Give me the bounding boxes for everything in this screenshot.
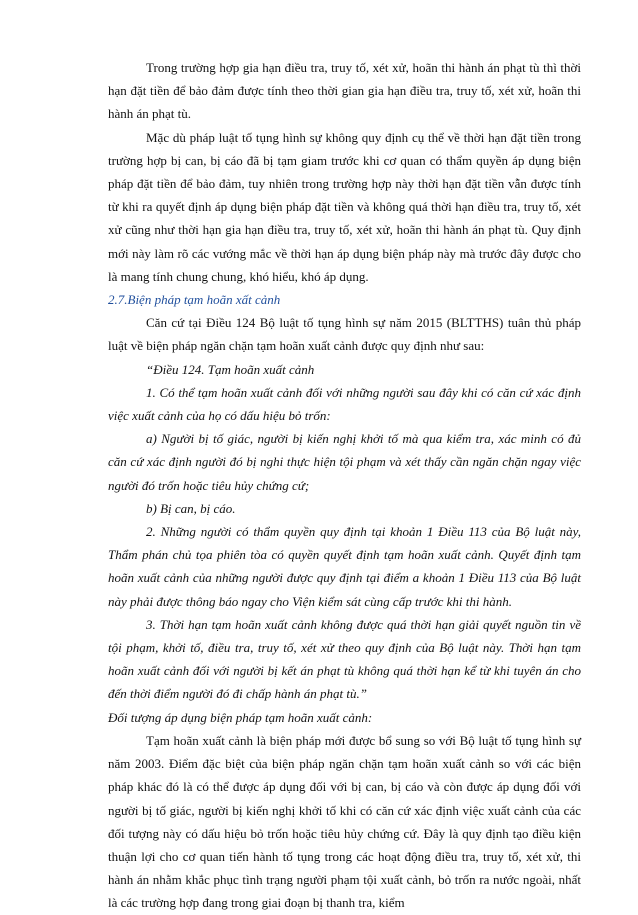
paragraph-article-124-intro: Căn cứ tại Điều 124 Bộ luật tố tụng hình sự năm 2015 (BLTTHS) tuân thủ pháp luật về biện pháp ngăn chặn tạm hoãn xuất cảnh được quy định như sau: [108, 315, 581, 354]
quote-clause-3: 3. Thời hạn tạm hoãn xuất cảnh không được quá thời hạn giải quyết nguồn tin về tội phạm, khởi tố, điều tra, truy tố, xét xử theo quy định của Bộ luật này. Thời hạn tạm hoãn xuất cảnh đối với người bị kết án phạt tù không quá thời hạn kể từ khi tuyên án cho đến thời điểm người đó đi chấp hành án phạt tù.” [108, 616, 581, 702]
quote-clause-2: 2. Những người có thẩm quyền quy định tại khoản 1 Điều 113 của Bộ luật này, Thẩm phán chủ tọa phiên tòa có quyền quyết định tạm hoãn xuất cảnh. Quyết định tạm hoãn xuất cảnh của những người được quy định tại điểm a khoản 1 Điều 113 của Bộ luật này phải được thông báo ngay cho Viện kiểm sát cùng cấp trước khi thi hành. [108, 524, 581, 609]
quote-clause-1a: a) Người bị tố giác, người bị kiến nghị khởi tố mà qua kiểm tra, xác minh có đủ căn cứ xác định người đó bị nghi thực hiện tội phạm và xét thấy cần ngăn chặn ngay việc người đó trốn hoặc tiêu hủy chứng cứ; [108, 431, 581, 493]
section-heading-2-7: 2.7.Biện pháp tạm hoãn xất cảnh [108, 292, 281, 308]
subheading-applicable-subjects: Đối tượng áp dụng biện pháp tạm hoãn xuất cảnh: [108, 709, 373, 725]
paragraph-deposit-period: Mặc dù pháp luật tố tụng hình sự không quy định cụ thể về thời hạn đặt tiền trong trường hợp bị can, bị cáo đã bị tạm giam trước khi cơ quan có thẩm quyền áp dụng biện pháp đặt tiền để bảo đảm, tuy nhiên trong trường hợp này thời hạn đặt tiền vẫn được tính từ khi ra quyết định áp dụng biện pháp đặt tiền và không quá thời hạn điều tra, truy tố, xét xử cũng như thời hạn gia hạn điều tra, truy tố, xét xử, hoãn thi hành án phạt tù. Quy định mới này làm rõ các vướng mắc về thời hạn áp dụng biện pháp này mà trước đây được cho là mang tính chung chung, khó hiểu, khó áp dụng. [108, 129, 581, 284]
quote-clause-1: 1. Có thể tạm hoãn xuất cảnh đối với những người sau đây khi có căn cứ xác định việc xuất cảnh của họ có dấu hiệu bỏ trốn: [108, 384, 581, 424]
quote-clause-1b: b) Bị can, bị cáo. [146, 500, 236, 516]
paragraph-extension-period: Trong trường hợp gia hạn điều tra, truy tố, xét xử, hoãn thi hành án phạt tù thì thời hạn đặt tiền để bảo đảm được tính theo thời gian gia hạn điều tra, truy tố, xét xử, hoãn thi hành án phạt tù. [108, 60, 581, 122]
paragraph-exit-suspension: Tạm hoãn xuất cảnh là biện pháp mới được bổ sung so với Bộ luật tố tụng hình sự năm 2003. Điểm đặc biệt của biện pháp ngăn chặn tạm hoãn xuất cảnh so với các biện pháp khác đó là có thể được áp dụng đối với bị can, bị cáo và còn được áp dụng đối với người bị tố giác, người bị kiến nghị khởi tố khi có căn cứ xác định việc xuất cảnh của các đối tượng này có dấu hiệu bỏ trốn hoặc tiêu hủy chứng cứ. Đây là quy định tạo điều kiện thuận lợi cho cơ quan tiến hành tố tụng trong các hoạt động điều tra, truy tố, xét xử, thi hành án nhằm khắc phục tình trạng người phạm tội xuất cảnh, bỏ trốn ra nước ngoài, nhất là các trường hợp đang trong giai đoạn bị thanh tra, kiểm [108, 732, 581, 911]
quote-article-title: “Điều 124. Tạm hoãn xuất cảnh [146, 361, 315, 377]
